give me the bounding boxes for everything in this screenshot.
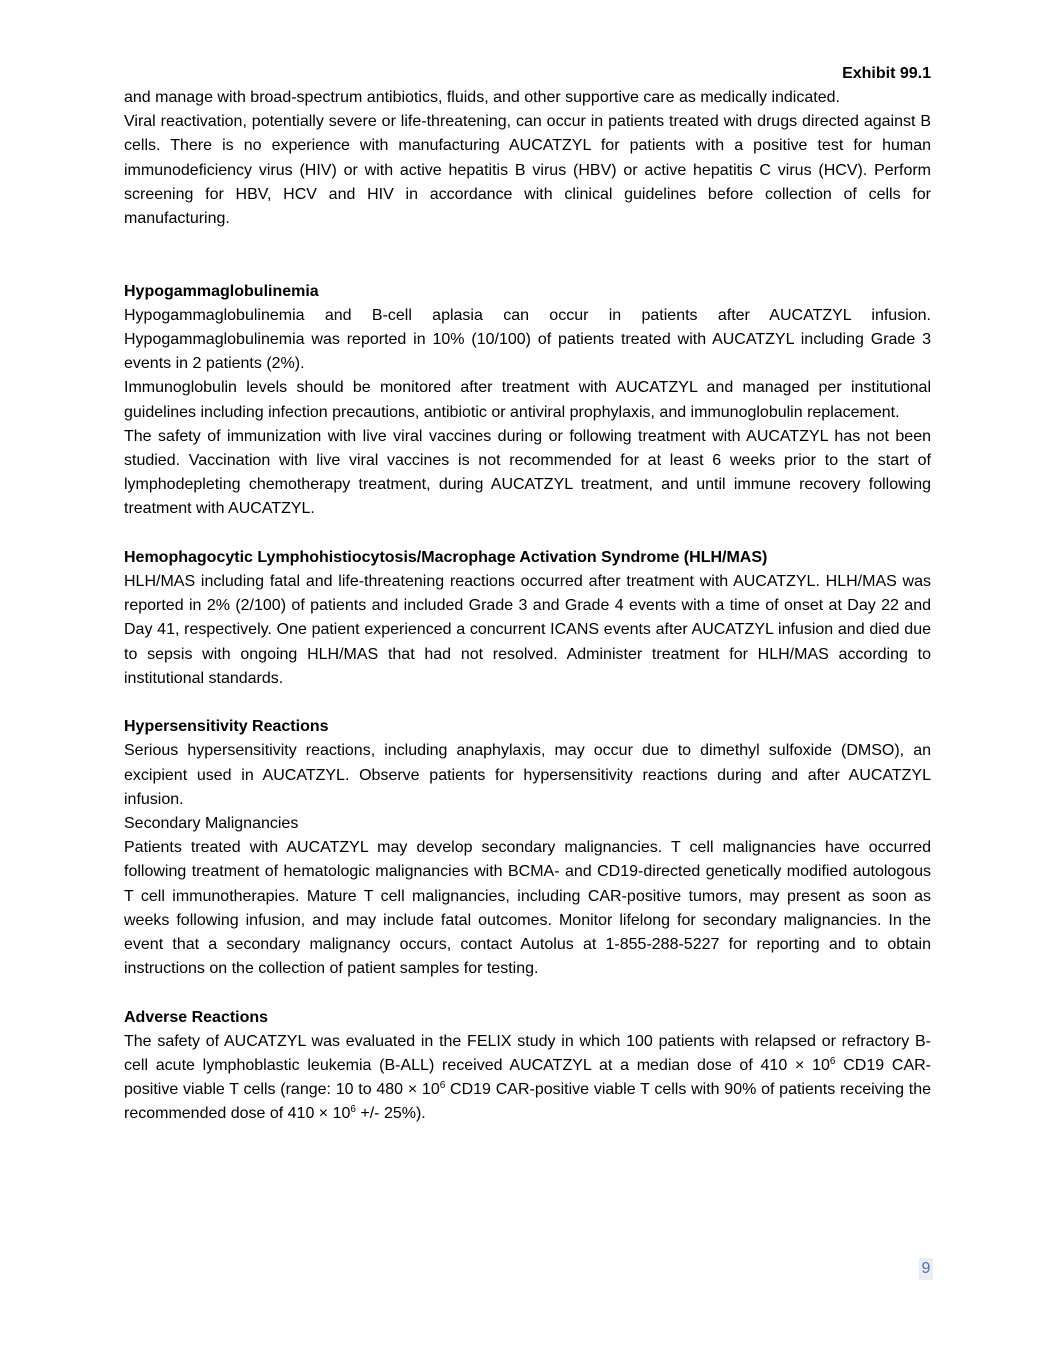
heading-hlh-mas: Hemophagocytic Lymphohistiocytosis/Macrophage Activation Syndrome (HLH/MAS) (124, 548, 768, 566)
paragraph-infections-continued: and manage with broad-spectrum antibiotics, fluids, and other supportive care as medically indicated. (124, 89, 840, 106)
heading-adverse-reactions: Adverse Reactions (124, 1008, 269, 1026)
superscript-exponent: 6 (350, 1104, 356, 1116)
paragraph-hypersensitivity: Serious hypersensitivity reactions, including anaphylaxis, may occur due to dimethyl sulfoxide (DMSO), an excipient used in AUCATZYL. Observe patients for hypersensitivity reactions during and after AUCATZYL infusion. (124, 742, 931, 808)
paragraph-adverse-reactions (124, 1030, 931, 1127)
paragraph-secondary-malignancies: Patients treated with AUCATZYL may develop secondary malignancies. T cell malignancies have occurred following treatment of hematologic malignancies with BCMA- and CD19-directed genetically modified autologous T cell immunotherapies. Mature T cell malignancies, including CAR-positive tumors, may present as soon as weeks following infusion, and may include fatal outcomes. Monitor lifelong for secondary malignancies. In the event that a secondary malignancy occurs, contact Autolus at 1-855-288-5227 for reporting and to obtain instructions on the collection of patient samples for testing. (124, 839, 931, 978)
superscript-exponent: 6 (439, 1080, 446, 1092)
paragraph-hypogammaglobulinemia-1: Hypogammaglobulinemia and B-cell aplasia can occur in patients after AUCATZYL infusion. Hypogammaglobulinemia was reported in 10% (10/100) of patients treated with AUCATZYL including Grade 3 events in 2 patients (2%). (124, 306, 931, 373)
text-segment: CD19 CAR-positive viable T cells (range: 10 to 480 × 10 (124, 1057, 931, 1099)
heading-hypogammaglobulinemia: Hypogammaglobulinemia (124, 282, 319, 300)
paragraph-hypogammaglobulinemia-3: The safety of immunization with live viral vaccines during or following treatment with AUCATZYL has not been studied. Vaccination with live viral vaccines is not recommended for at least 6 weeks prior to the start of lymphodepleting chemotherapy treatment, during AUCATZYL treatment, and until immune recovery following treatment with AUCATZYL. (124, 427, 931, 518)
subheading-secondary-malignancies: Secondary Malignancies (124, 815, 299, 833)
text-segment: The safety of AUCATZYL was evaluated in the FELIX study in which 100 patients with relapsed or refractory B-cell acute lymphoblastic leukemia (B-ALL) received AUCATZYL at a median dose of 410 × 10 (124, 1032, 931, 1075)
paragraph-hlh-mas: HLH/MAS including fatal and life-threatening reactions occurred after treatment with AUCATZYL. HLH/MAS was reported in 2% (2/100) of patients and included Grade 3 and Grade 4 events with a time of onset at Day 22 and Day 41, respectively. One patient experienced a concurrent ICANS events after AUCATZYL infusion and died due to sepsis with ongoing HLH/MAS that had not resolved. Administer treatment for HLH/MAS according to institutional standards. (124, 573, 931, 687)
exhibit-label: Exhibit 99.1 (842, 65, 931, 82)
heading-hypersensitivity: Hypersensitivity Reactions (124, 718, 329, 736)
document-page (124, 62, 931, 1127)
text-segment: CD19 CAR-positive viable T cells with 90% of patients receiving the recommended dose of 410 × 10 (124, 1081, 932, 1123)
paragraph-viral-reactivation: Viral reactivation, potentially severe or life-threatening, can occur in patients treated with drugs directed against B cells. There is no experience with manufacturing AUCATZYL for patients with a positive test for human immunodeficiency virus (HIV) or with active hepatitis B virus (HBV) or active hepatitis C virus (HCV). Perform screening for HBV, HCV and HIV in accordance with clinical guidelines before collection of cells for manufacturing. (124, 113, 931, 228)
page-number: 9 (919, 1258, 933, 1280)
text-segment: +/- 25%). (355, 1105, 426, 1123)
superscript-exponent: 6 (829, 1056, 836, 1068)
paragraph-hypogammaglobulinemia-2: Immunoglobulin levels should be monitored after treatment with AUCATZYL and managed per institutional guidelines including infection precautions, antibiotic or antiviral prophylaxis, and immunoglobulin replacement. (124, 379, 931, 421)
